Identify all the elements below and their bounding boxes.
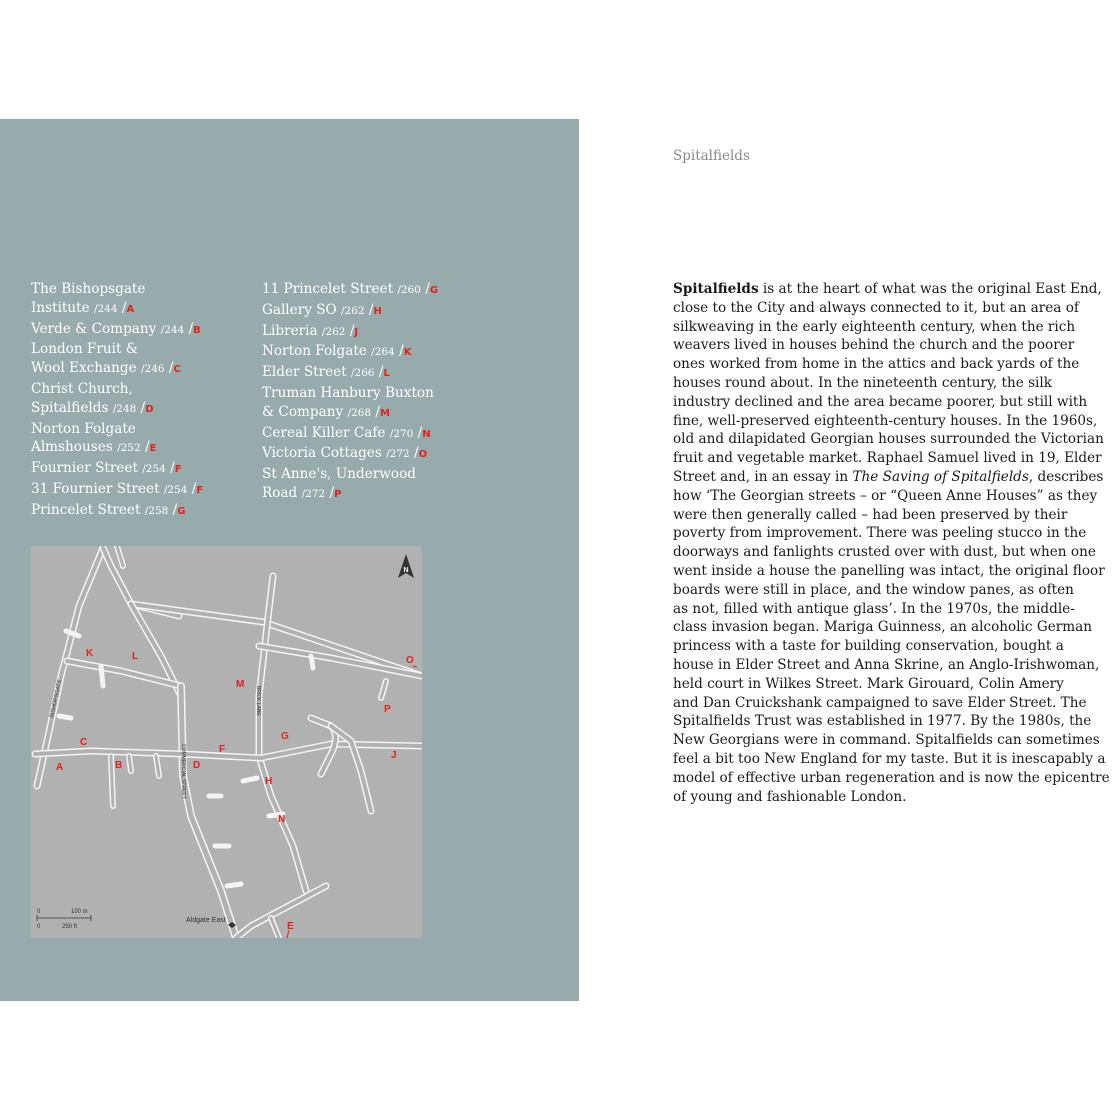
essay-line: silkweaving in the early eighteenth century, when the rich	[673, 318, 1076, 335]
index-map-letter: F	[196, 484, 204, 496]
index-entry	[31, 501, 256, 522]
index-separator: /	[414, 445, 419, 462]
essay-line: boards were still in place, and the window panes, as often	[673, 581, 1074, 598]
index-map-letter: K	[403, 347, 412, 359]
index-entry-name: Christ Church,	[31, 380, 133, 397]
map-marker: G	[281, 731, 289, 742]
essay-line: as not, filled with antique glass’. In the 1970s, the middle-	[673, 600, 1075, 617]
index-map-letter: C	[173, 364, 181, 376]
index-entry-name: St Anne's, Underwood	[262, 466, 416, 483]
index-entry-name: Cereal Killer Cafe	[262, 424, 386, 441]
index-separator: /	[188, 320, 194, 337]
essay-line: weavers lived in houses behind the church and the poorer	[673, 337, 1075, 354]
street-label-bishopsgate: BISHOPSGATE	[49, 678, 64, 719]
index-page-number: /260	[397, 284, 421, 296]
index-separator: /	[425, 281, 430, 297]
north-arrow-icon	[398, 554, 414, 578]
index-entry-name: The Bishopsgate	[31, 281, 146, 297]
index-map-letter: P	[334, 488, 342, 500]
street-label-commercial: COMMERCIAL STREET	[180, 744, 186, 799]
essay-text	[673, 280, 1119, 806]
index-entry-name: Almshouses	[31, 439, 113, 456]
index-separator: /	[121, 299, 127, 316]
index-separator: /	[191, 480, 197, 497]
index-separator: /	[172, 501, 178, 518]
essay-line: poverty from improvement. There was peeling stucco in the	[673, 525, 1087, 542]
essay-line: doorways and fanlights crusted over with dust, but when one	[673, 544, 1096, 561]
index-separator: /	[168, 360, 174, 377]
index-entry	[31, 480, 256, 501]
essay-line: model of effective urban regeneration and is now the epicentre	[673, 769, 1110, 786]
essay-line: fine, well-preserved eighteenth-century houses. In the 1960s,	[673, 412, 1098, 429]
index-entry	[31, 340, 256, 380]
index-entry-name: Princelet Street	[31, 501, 141, 518]
essay-line: were then generally called – had been preserved by their	[673, 506, 1068, 523]
index-entry-name: Wool Exchange	[31, 360, 137, 377]
index-entry	[262, 322, 462, 343]
index-entry	[262, 444, 462, 465]
essay-line: feel a bit too New England for my taste. But it is inescapably a	[673, 750, 1106, 767]
area-map	[31, 546, 422, 938]
index-map-letter: L	[383, 368, 390, 380]
index-map-letter: G	[177, 505, 186, 517]
index-page-number: /246	[140, 363, 165, 376]
index-entry-name: Spitalfields	[31, 399, 109, 416]
index-separator: /	[399, 343, 404, 360]
essay-line: ones worked from home in the attics and back yards of the	[673, 356, 1080, 373]
index-entry-name: Institute	[31, 299, 90, 316]
essay-line: close to the City and always connected to it, but an area of	[673, 299, 1079, 316]
index-page-number: /258	[144, 504, 169, 517]
svg-text:100 m: 100 m	[71, 909, 88, 915]
index-entry-name: 11 Princelet Street	[262, 281, 394, 297]
index-map-letter: H	[373, 305, 382, 317]
essay-line: old and dilapidated Georgian houses surrounded the Victorian	[673, 431, 1104, 448]
section-title: Spitalfields	[673, 148, 750, 164]
map-marker: D	[193, 760, 201, 771]
index-page-number: /248	[112, 402, 137, 415]
svg-text:0: 0	[37, 909, 41, 915]
index-separator: /	[378, 364, 384, 381]
index-page-number: /272	[301, 487, 326, 500]
index-separator: /	[329, 484, 335, 501]
map-marker: O	[406, 655, 414, 666]
essay-line: held court in Wilkes Street. Mark Girouard, Colin Amery	[673, 675, 1064, 692]
index-entry-name: 31 Fournier Street	[31, 480, 160, 497]
essay-line: New Georgians were in command. Spitalfields can sometimes	[673, 732, 1100, 749]
index-entry-name: Truman Hanbury Buxton	[262, 384, 434, 401]
essay-line: industry declined and the area became poorer, but still with	[673, 393, 1088, 410]
essay-line: fruit and vegetable market. Raphael Samuel lived in 19, Elder	[673, 450, 1102, 467]
index-separator: /	[375, 403, 380, 420]
index-page-number: /254	[142, 463, 166, 476]
index-page-number: /262	[341, 304, 365, 317]
index-entry	[262, 363, 462, 384]
index-page-number: /264	[371, 346, 395, 359]
index-map-letter: M	[379, 407, 390, 419]
map-marker: M	[236, 679, 245, 690]
index-entry-name: Road	[262, 484, 298, 501]
index-separator: /	[144, 439, 150, 456]
map-marker: F	[219, 744, 226, 755]
index-separator: /	[368, 301, 374, 318]
index-entry	[31, 280, 256, 320]
index-separator: /	[417, 424, 423, 441]
index-page-number: /244	[93, 302, 118, 315]
essay-line: house in Elder Street and Anna Skrine, an Anglo-Irishwoman,	[673, 656, 1100, 673]
index-map-letter: E	[149, 443, 157, 455]
index-map-letter: N	[422, 428, 431, 440]
street-label-brick-lane: BRICK LANE	[255, 686, 261, 716]
index-map-letter: F	[174, 464, 182, 476]
index-separator: /	[170, 460, 175, 477]
index-separator: /	[140, 399, 146, 416]
essay-line: class invasion began. Mariga Guinness, an alcoholic German	[673, 619, 1093, 636]
index-entry-name: Verde & Company	[31, 320, 157, 337]
index-page-number: /272	[386, 448, 410, 461]
index-entry-name: Victoria Cottages	[262, 445, 382, 462]
index-entry-name: Libreria	[262, 322, 318, 339]
essay-book-title: The Saving of Spitalfields	[852, 468, 1029, 485]
index-page-number: /262	[321, 325, 346, 338]
essay-line: went inside a house the panelling was intact, the original floor	[673, 562, 1105, 579]
index-entry-name: Norton Folgate	[262, 343, 367, 360]
index-page-number: /270	[389, 427, 414, 440]
index-entry	[262, 384, 462, 424]
index-entry	[31, 320, 256, 341]
index-entry	[262, 301, 462, 322]
map-marker: E	[287, 921, 294, 932]
svg-text:N: N	[403, 567, 409, 574]
essay-line: how ‘The Georgian streets – or “Queen Anne Houses” as they	[673, 487, 1098, 504]
index-entry	[262, 280, 462, 301]
essay-lead-word: Spitalfields	[673, 281, 759, 297]
index-entry-name: Fournier Street	[31, 460, 138, 477]
index-entry	[262, 342, 462, 363]
essay-line: Street and, in an essay in The Saving of Spitalfields, describes	[673, 468, 1104, 485]
scale-bar	[37, 909, 91, 930]
index-map-letter: D	[145, 403, 154, 415]
svg-text:0: 0	[37, 924, 41, 930]
map-marker: L	[132, 651, 139, 662]
essay-line: houses round about. In the nineteenth century, the silk	[673, 374, 1052, 391]
essay-line: of young and fashionable London.	[673, 788, 907, 805]
index-map-letter: B	[193, 324, 201, 336]
svg-text:250 ft: 250 ft	[62, 924, 78, 930]
index-entry-name: Gallery SO	[262, 301, 337, 318]
svg-text:Aldgate East: Aldgate East	[186, 917, 226, 924]
map-marker: N	[278, 814, 286, 825]
index-entry	[262, 465, 462, 505]
index-map-letter: A	[126, 303, 135, 315]
index-right-column	[262, 280, 462, 505]
index-entry-name: & Company	[262, 403, 344, 420]
index-entry-name: London Fruit &	[31, 341, 138, 358]
index-separator: /	[349, 322, 355, 339]
map-marker: H	[265, 776, 273, 787]
index-page-number: /252	[117, 442, 141, 455]
essay-line: Spitalfields Trust was established in 1977. By the 1980s, the	[673, 713, 1092, 730]
index-map-letter: J	[354, 326, 359, 338]
index-page-number: /254	[163, 483, 188, 496]
map-marker: K	[86, 648, 94, 659]
index-map-letter: O	[418, 449, 428, 461]
map-marker: J	[391, 750, 397, 761]
index-entry	[31, 380, 256, 420]
map-marker: P	[384, 704, 391, 715]
essay-line: and Dan Cruickshank campaigned to save Elder Street. The	[673, 694, 1087, 711]
index-entry	[31, 459, 256, 480]
index-map-letter: G	[429, 285, 439, 296]
index-page-number: /268	[347, 406, 372, 419]
index-page-number: /244	[160, 323, 185, 336]
index-left-column	[31, 280, 256, 522]
essay-line: Spitalfields is at the heart of what was the original East End,	[673, 281, 1102, 297]
map-marker: A	[56, 762, 64, 773]
index-page-number: /266	[351, 367, 375, 380]
map-marker: C	[80, 737, 88, 748]
map-svg	[31, 546, 422, 938]
index-entry-name: Norton Folgate	[31, 420, 136, 437]
essay-line: princess with a taste for building conservation, bought a	[673, 638, 1064, 655]
map-marker: B	[115, 760, 123, 771]
index-entry	[262, 424, 462, 445]
index-entry	[31, 420, 256, 460]
index-entry-name: Elder Street	[262, 364, 347, 381]
street-network	[35, 546, 422, 938]
